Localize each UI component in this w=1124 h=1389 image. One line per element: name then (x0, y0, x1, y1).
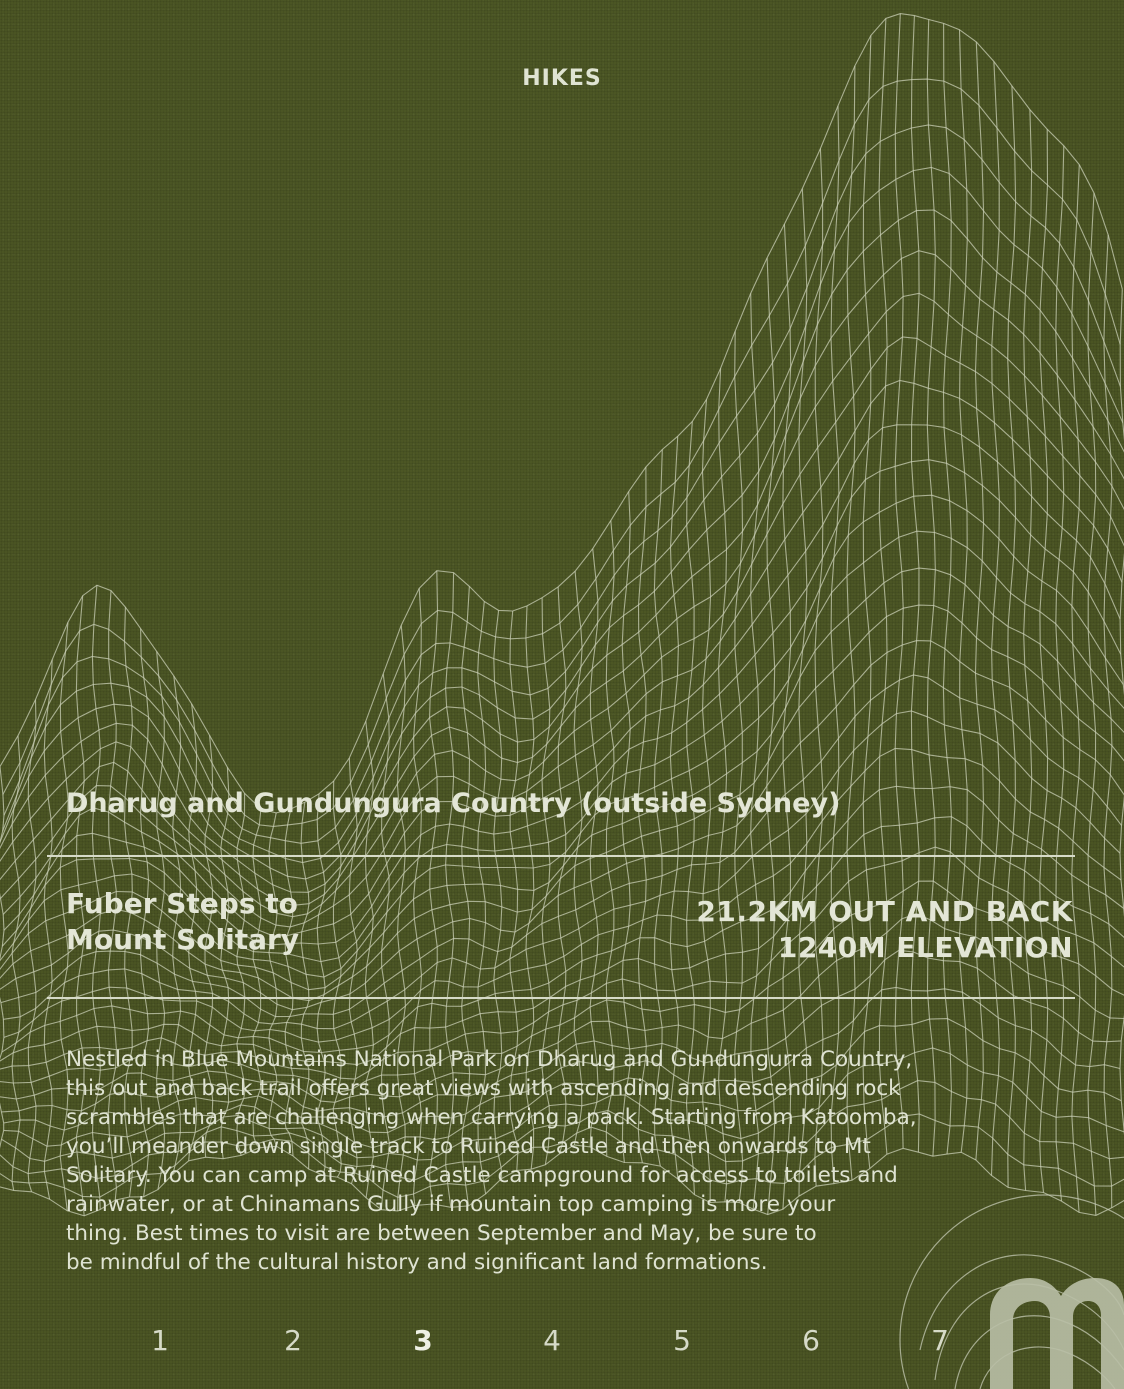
terrain-grid-line (927, 20, 935, 1157)
page-4[interactable]: 4 (543, 1324, 561, 1357)
terrain-contour-line (1, 381, 1122, 927)
brand-title: HIKES (522, 66, 602, 91)
divider-bottom (47, 997, 1075, 999)
page-6[interactable]: 6 (802, 1324, 820, 1357)
trail-distance: 21.2KM OUT AND BACK (696, 895, 1073, 928)
page-7[interactable]: 7 (931, 1324, 949, 1357)
trail-name-line2: Mount Solitary (66, 923, 300, 956)
terrain-grid-line (815, 149, 823, 1187)
terrain-contour-line (3, 425, 1120, 936)
description-line: be mindful of the cultural history and significant land formations. (66, 1250, 768, 1275)
description-line: you’ll meander down single track to Ruined Castle and then onwards to Mt (66, 1134, 871, 1159)
description-line: rainwater, or at Chinamans Gully if mountain top camping is more your (66, 1192, 836, 1217)
page-2[interactable]: 2 (284, 1324, 302, 1357)
terrain-grid-line (1104, 235, 1112, 1208)
description-line: thing. Best times to visit are between September and May, be sure to (66, 1221, 817, 1246)
page-3-active[interactable]: 3 (413, 1324, 433, 1357)
terrain-grid-line (943, 23, 951, 1154)
terrain-grid-line (831, 106, 839, 1184)
description-line: Nestled in Blue Mountains National Park on Dharug and Gundungurra Country, (66, 1047, 913, 1072)
terrain-grid-line (847, 66, 855, 1180)
terrain-grid-line (1120, 289, 1124, 1199)
trail-stats (696, 894, 1073, 966)
description-line: scrambles that are challenging when carrying a pack. Starting from Katoomba, (66, 1105, 917, 1130)
divider-top (47, 855, 1075, 857)
page-1[interactable]: 1 (151, 1324, 169, 1357)
terrain-grid-line (28, 700, 36, 1192)
pagination (0, 1324, 1124, 1364)
terrain-contour-line (3, 711, 1120, 1029)
terrain-grid-line (1056, 146, 1064, 1201)
trail-name-line1: Fuber Steps to (66, 887, 298, 920)
terrain-grid-line (1040, 129, 1048, 1192)
region-title: Dharug and Gundungura Country (outside Sydney) (66, 788, 841, 819)
page-5[interactable]: 5 (673, 1324, 691, 1357)
terrain-contour-line (0, 337, 1124, 917)
terrain-grid-line (44, 660, 52, 1199)
description-line: Solitary. You can camp at Ruined Castle campground for access to toilets and (66, 1163, 898, 1188)
terrain-grid-line (911, 16, 919, 1153)
trail-name (66, 886, 386, 958)
description-line: this out and back trail offers great views with ascending and descending rock (66, 1076, 901, 1101)
terrain-contour-line (4, 125, 1120, 843)
terrain-contour-line (3, 79, 1120, 826)
terrain-grid-line (895, 14, 903, 1149)
trail-elevation: 1240M ELEVATION (777, 931, 1073, 964)
terrain-grid-line (960, 30, 968, 1153)
